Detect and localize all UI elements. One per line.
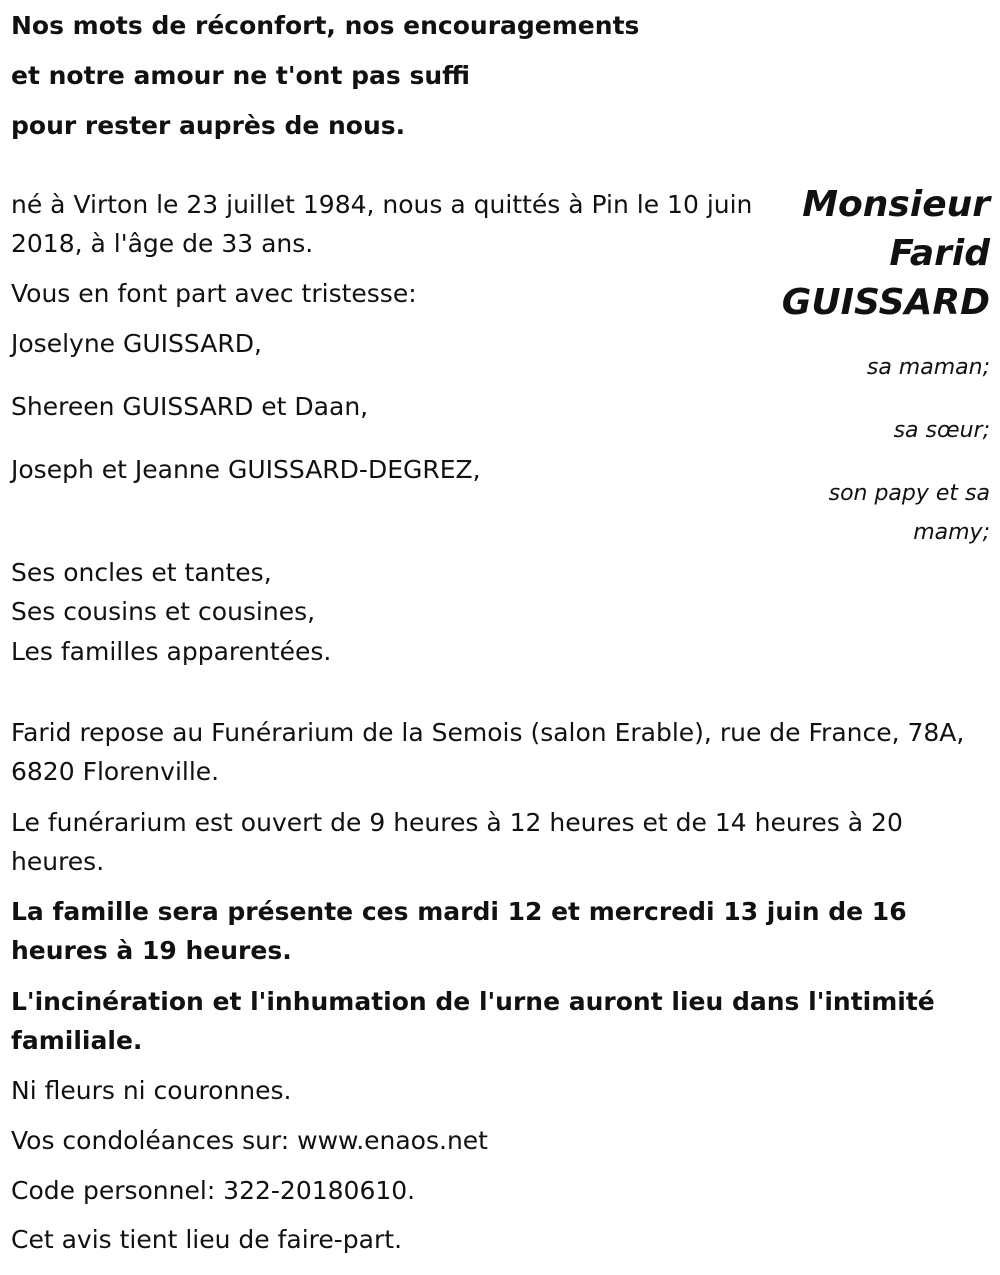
notice-text: Cet avis tient lieu de faire-part.	[11, 1225, 403, 1254]
opening-hours-text: Le funérarium est ouvert de 9 heures à 12 heures et de 14 heures à 20 heures.	[11, 808, 903, 876]
deceased-title: Monsieur	[802, 184, 990, 225]
relation-3-line-2: mamy;	[913, 520, 990, 545]
birth-death-text: né à Virton le 23 juillet 1984, nous a quittés à Pin le 10 juin 2018, à l'âge de 33 ans.	[11, 190, 753, 258]
relation-2: sa sœur;	[893, 418, 990, 443]
relation-1: sa maman;	[866, 355, 990, 380]
deceased-last-name: GUISSARD	[781, 282, 990, 323]
ceremony-text: L'incinération et l'inhumation de l'urne auront lieu dans l'intimité familiale.	[11, 987, 935, 1055]
intro-line-2: et notre amour ne t'ont pas suffi	[11, 61, 471, 90]
family-presence-text: La famille sera présente ces mardi 12 et mercredi 13 juin de 16 heures à 19 heures.	[11, 897, 907, 965]
rest-place-text: Farid repose au Funérarium de la Semois (salon Erable), rue de France, 78A, 6820 Florenville.	[11, 718, 965, 786]
family-member-1: Joselyne GUISSARD,	[11, 329, 262, 358]
deceased-first-name: Farid	[889, 233, 990, 274]
others-line-2: Ses cousins et cousines,	[11, 597, 316, 626]
others-line-3: Les familles apparentées.	[11, 637, 332, 666]
announce-text: Vous en font part avec tristesse:	[11, 279, 417, 308]
others-line-1: Ses oncles et tantes,	[11, 558, 272, 587]
flowers-text: Ni fleurs ni couronnes.	[11, 1076, 292, 1105]
personal-code-text: Code personnel: 322-20180610.	[11, 1176, 416, 1205]
family-member-2: Shereen GUISSARD et Daan,	[11, 392, 369, 421]
intro-line-3: pour rester auprès de nous.	[11, 111, 406, 140]
family-member-3: Joseph et Jeanne GUISSARD-DEGREZ,	[11, 455, 481, 484]
condolences-text: Vos condoléances sur: www.enaos.net	[11, 1126, 488, 1155]
relation-3-line-1: son papy et sa	[828, 481, 990, 506]
intro-line-1: Nos mots de réconfort, nos encouragements	[11, 11, 640, 40]
